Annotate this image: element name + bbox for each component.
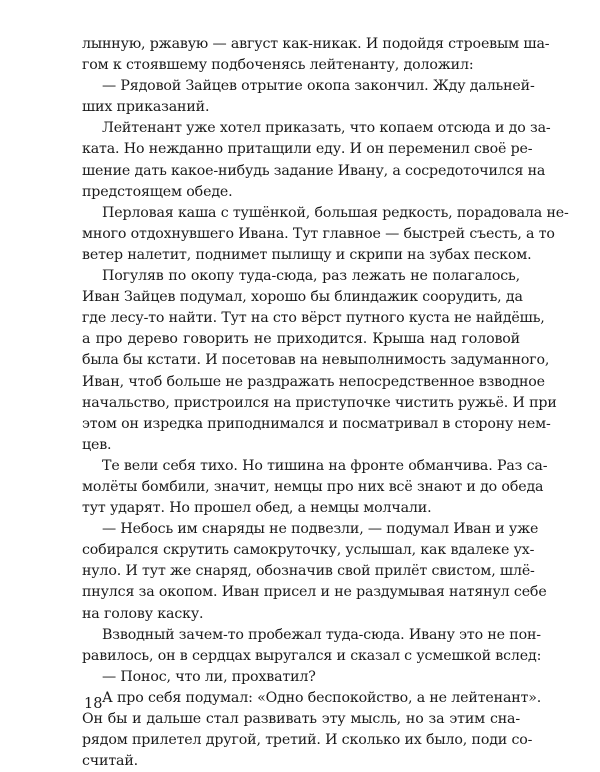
text-line: была бы кстати. И посетовав на невыполнимость задуманного, — [82, 352, 550, 369]
text-line: Он бы и дальше стал развивать эту мысль, но за этим сна- — [82, 711, 520, 727]
text-line: цев. — [82, 436, 112, 453]
text-line: много отдохнувшего Ивана. Тут главное — быстрей съесть, а то — [82, 225, 555, 242]
text-line: Иван Зайцев подумал, хорошо бы блиндажик соорудить, да — [82, 289, 523, 306]
text-line: — Понос, что ли, прохватил? — [102, 668, 316, 685]
text-line: Иван, чтоб больше не раздражать непосредственное взводное — [82, 373, 545, 390]
text-line: шение дать какое-нибудь задание Ивану, а сосредоточился на — [82, 162, 546, 179]
text-line: собирался скрутить самокруточку, услышал, как вдалеке ух- — [82, 542, 535, 559]
text-line: — Небось им снаряды не подвезли, — подумал Иван и уже — [102, 521, 539, 538]
text-line: лынную, ржавую — август как-никак. И подойдя строевым ша- — [82, 36, 550, 52]
text-line: А про себя подумал: «Одно беспокойство, а не лейтенант». — [102, 689, 542, 706]
text-line: ших приказаний. — [82, 99, 210, 116]
text-line: Перловая каша с тушёнкой, большая редкость, порадовала не- — [102, 204, 569, 221]
text-line: ката. Но нежданно притащили еду. И он переменил своё ре- — [82, 141, 533, 158]
text-line: на голову каску. — [82, 605, 204, 622]
text-line: где лесу-то найти. Тут на сто вёрст путного куста не найдёшь, — [82, 310, 545, 327]
text-line: считай. — [82, 753, 139, 770]
text-line: пнулся за окопом. Иван присел и не раздумывая натянул себе — [82, 584, 547, 601]
text-line: начальство, пристроился на приступочке чистить ружьё. И при — [82, 394, 557, 411]
text-line: рядом прилетел другой, третий. И сколько их было, поди со- — [82, 732, 533, 749]
text-line: молёты бомбили, значит, немцы про них всё знают и до обеда — [82, 478, 544, 495]
text-line: Лейтенант уже хотел приказать, что копаем отсюда и до за- — [102, 120, 551, 137]
text-line: Взводный зачем-то пробежал туда-сюда. Ивану это не пон- — [102, 626, 541, 643]
text-line: предстоящем обеде. — [82, 183, 233, 200]
page-number: 18 — [84, 696, 103, 712]
text-line: нуло. И тут же снаряд, обозначив свой прилёт свистом, шлё- — [82, 563, 535, 580]
text-line: — Рядовой Зайцев отрытие окопа закончил. Жду дальней- — [102, 78, 535, 95]
text-line: Те вели себя тихо. Но тишина на фронте обманчива. Раз са- — [102, 457, 548, 474]
text-line: тут ударят. Но прошел обед, а немцы молчали. — [82, 500, 432, 517]
text-line: ветер налетит, поднимет пылищу и скрипи на зубах песком. — [82, 246, 532, 263]
book-page-text — [82, 34, 569, 772]
text-line: а про дерево говорить не приходится. Крыша над головой — [82, 331, 520, 348]
text-line: гом к стоявшему подбоченясь лейтенанту, доложил: — [82, 57, 474, 74]
text-line: равилось, он в сердцах выругался и сказал с усмешкой вслед: — [82, 647, 542, 664]
text-line: этом он изредка приподнимался и посматривал в сторону нем- — [82, 415, 551, 432]
text-line: Погуляв по окопу туда-сюда, раз лежать не полагалось, — [102, 268, 520, 285]
